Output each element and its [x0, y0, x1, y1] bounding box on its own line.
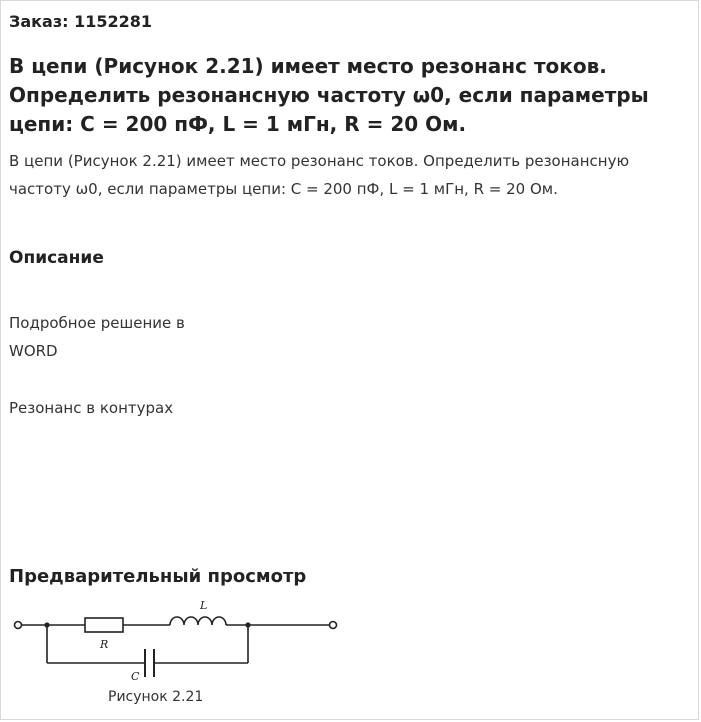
label-r: R: [100, 638, 109, 651]
detail-line-1: Подробное решение в: [9, 314, 185, 332]
left-terminal: [15, 622, 22, 629]
figure-caption: Рисунок 2.21: [108, 689, 204, 705]
junction-right: [245, 622, 250, 627]
detail-line-2: WORD: [9, 342, 58, 360]
problem-description: В цепи (Рисунок 2.21) имеет место резонанс токов. Определить резонансную частоту ω0, если параметры цепи: C = 200 пФ, L = 1 мГн, R = 20 Ом.: [9, 152, 630, 198]
label-l: L: [200, 599, 208, 612]
resistor: [85, 618, 123, 632]
preview-heading: Предварительный просмотр: [9, 566, 307, 587]
capacitor: [145, 649, 154, 677]
order-number: Заказ: 1152281: [9, 12, 153, 31]
label-c: C: [131, 670, 140, 683]
topic-text: Резонанс в контурах: [9, 399, 174, 417]
description-heading: Описание: [9, 248, 104, 268]
inductor: [170, 617, 226, 625]
junction-left: [44, 622, 49, 627]
page-title: В цепи (Рисунок 2.21) имеет место резонанс токов. Определить резонансную частоту ω0, если параметры цепи: C = 200 пФ, L = 1 мГн, R = 20 Ом.: [9, 54, 649, 136]
right-terminal: [330, 622, 337, 629]
